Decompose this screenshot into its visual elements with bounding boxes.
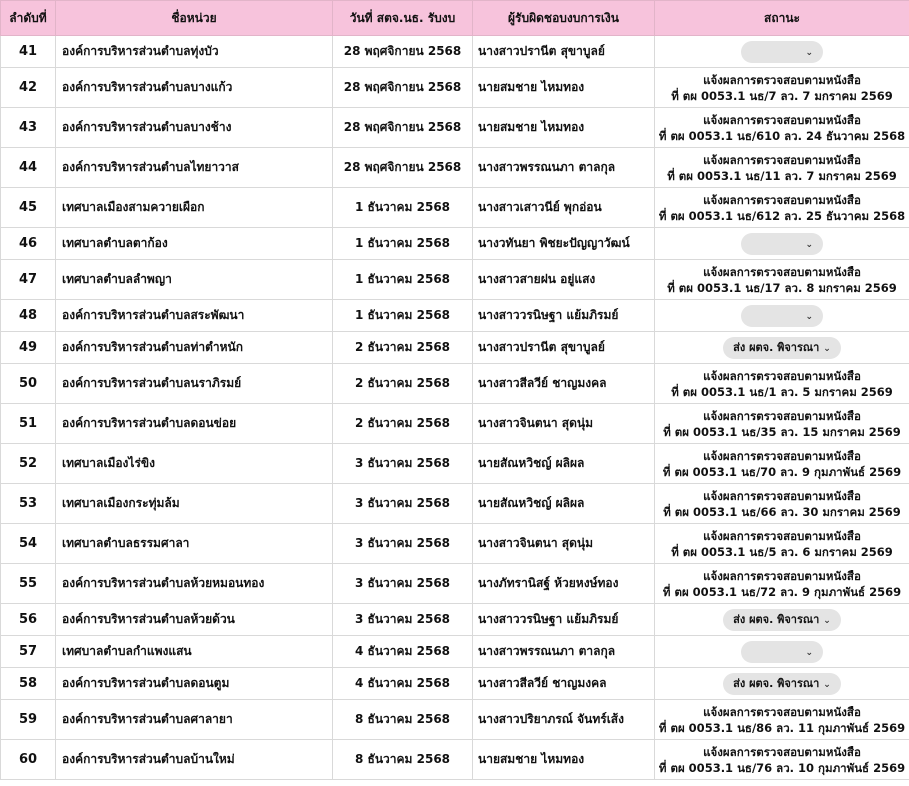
status-cell [655,524,909,564]
status-note-line2: ที่ ตผ 0053.1 นธ/86 ลว. 11 กุมภาพันธ์ 2569 [658,720,906,735]
status-note [655,568,909,600]
header-date[interactable]: วันที่ สตจ.นธ. รับงบ [333,1,473,36]
row-number: 50 [1,364,56,404]
row-number: 56 [1,604,56,636]
status-note-line2: ที่ ตผ 0053.1 นธ/7 ลว. 7 มกราคม 2569 [671,88,893,103]
row-number: 51 [1,404,56,444]
received-date: 3 ธันวาคม 2568 [333,484,473,524]
responsible-person: นางสาวพรรณนภา ตาลกุล [473,148,655,188]
chevron-down-icon: ⌄ [805,311,813,322]
unit-name: เทศบาลเมืองไร่ขิง [56,444,333,484]
status-note-line2: ที่ ตผ 0053.1 นธ/66 ลว. 30 มกราคม 2569 [663,504,901,519]
header-status[interactable]: สถานะ [655,1,909,36]
received-date: 3 ธันวาคม 2568 [333,524,473,564]
status-cell [655,148,909,188]
status-cell [655,700,909,740]
table-row[interactable] [1,300,909,332]
unit-name: เทศบาลเมืองสามควายเผือก [56,188,333,228]
table-row[interactable] [1,68,909,108]
status-cell [655,300,909,332]
status-dropdown[interactable] [723,337,841,359]
row-number: 49 [1,332,56,364]
chevron-down-icon: ⌄ [805,239,813,250]
unit-name: องค์การบริหารส่วนตำบลนราภิรมย์ [56,364,333,404]
status-note-line2: ที่ ตผ 0053.1 นธ/11 ลว. 7 มกราคม 2569 [667,168,897,183]
chevron-down-icon: ⌄ [823,343,831,354]
status-cell [655,188,909,228]
status-note-line2: ที่ ตผ 0053.1 นธ/70 ลว. 9 กุมภาพันธ์ 2569 [662,464,902,479]
chevron-down-icon: ⌄ [805,647,813,658]
row-number: 54 [1,524,56,564]
responsible-person: นางสาวสีลวีย์ ชาญมงคล [473,364,655,404]
status-cell [655,740,909,780]
status-cell [655,668,909,700]
row-number: 43 [1,108,56,148]
unit-name: องค์การบริหารส่วนตำบลบ้านใหม่ [56,740,333,780]
table-row[interactable] [1,36,909,68]
responsible-person: นายสัณหวิชญ์ ผลิผล [473,444,655,484]
row-number: 44 [1,148,56,188]
table-row[interactable] [1,260,909,300]
status-note-line1: แจ้งผลการตรวจสอบตามหนังสือ [703,704,861,719]
row-number: 42 [1,68,56,108]
received-date: 3 ธันวาคม 2568 [333,444,473,484]
status-note-line2: ที่ ตผ 0053.1 นธ/1 ลว. 5 มกราคม 2569 [671,384,893,399]
status-cell [655,260,909,300]
status-cell [655,564,909,604]
header-row [1,1,909,36]
unit-name: เทศบาลตำบลตาก้อง [56,228,333,260]
received-date: 1 ธันวาคม 2568 [333,188,473,228]
status-note-line1: แจ้งผลการตรวจสอบตามหนังสือ [703,488,861,503]
status-note [655,744,909,776]
status-note [655,448,909,480]
table-row[interactable] [1,332,909,364]
status-cell [655,604,909,636]
status-dropdown[interactable] [723,609,841,631]
responsible-person: นางภัทรานิสฐ์ ห้วยหงษ์ทอง [473,564,655,604]
unit-name: เทศบาลตำบลธรรมศาลา [56,524,333,564]
status-note-line2: ที่ ตผ 0053.1 นธ/5 ลว. 6 มกราคม 2569 [671,544,893,559]
unit-name: องค์การบริหารส่วนตำบลทุ่งบัว [56,36,333,68]
status-note [655,368,909,400]
status-cell [655,332,909,364]
status-dropdown[interactable] [741,641,823,663]
status-note-line1: แจ้งผลการตรวจสอบตามหนังสือ [703,152,861,167]
unit-name: องค์การบริหารส่วนตำบลดอนข่อย [56,404,333,444]
status-note-line2: ที่ ตผ 0053.1 นธ/17 ลว. 8 มกราคม 2569 [667,280,897,295]
status-note-line1: แจ้งผลการตรวจสอบตามหนังสือ [703,408,861,423]
row-number: 59 [1,700,56,740]
received-date: 28 พฤศจิกายน 2568 [333,36,473,68]
table-row[interactable] [1,740,909,780]
table-row[interactable] [1,524,909,564]
status-cell [655,108,909,148]
status-note-line1: แจ้งผลการตรวจสอบตามหนังสือ [703,72,861,87]
header-org[interactable]: ชื่อหน่วย [56,1,333,36]
table-row[interactable] [1,564,909,604]
received-date: 1 ธันวาคม 2568 [333,260,473,300]
status-note [655,408,909,440]
table-body [1,36,909,780]
table-row[interactable] [1,700,909,740]
status-note [655,264,909,296]
received-date: 1 ธันวาคม 2568 [333,228,473,260]
status-dropdown[interactable] [741,233,823,255]
responsible-person: นางสาววรนิษฐา แย้มภิรมย์ [473,300,655,332]
status-dropdown-value: ส่ง ผตจ. พิจารณา [733,340,820,354]
status-note [655,704,909,736]
responsible-person: นายสัณหวิชญ์ ผลิผล [473,484,655,524]
row-number: 46 [1,228,56,260]
status-dropdown-value: ส่ง ผตจ. พิจารณา [733,612,820,626]
status-cell [655,484,909,524]
responsible-person: นางสาววรนิษฐา แย้มภิรมย์ [473,604,655,636]
responsible-person: นางวทันยา พิชยะปัญญาวัฒน์ [473,228,655,260]
status-note [655,72,909,104]
received-date: 3 ธันวาคม 2568 [333,564,473,604]
unit-name: องค์การบริหารส่วนตำบลท่าตำหนัก [56,332,333,364]
unit-name: องค์การบริหารส่วนตำบลห้วยหมอนทอง [56,564,333,604]
row-number: 58 [1,668,56,700]
status-note-line2: ที่ ตผ 0053.1 นธ/612 ลว. 25 ธันวาคม 2568 [658,208,906,223]
status-note-line2: ที่ ตผ 0053.1 นธ/76 ลว. 10 กุมภาพันธ์ 2569 [658,760,906,775]
status-note [655,528,909,560]
unit-name: องค์การบริหารส่วนตำบลสระพัฒนา [56,300,333,332]
responsible-person: นางสาวปรานีต สุขาบูลย์ [473,36,655,68]
responsible-person: นางสาวเสาวนีย์ พุกอ่อน [473,188,655,228]
received-date: 28 พฤศจิกายน 2568 [333,68,473,108]
table-row[interactable] [1,188,909,228]
header-person[interactable]: ผู้รับผิดชอบงบการเงิน [473,1,655,36]
table-row[interactable] [1,636,909,668]
table-row[interactable] [1,148,909,188]
status-note-line1: แจ้งผลการตรวจสอบตามหนังสือ [703,264,861,279]
row-number: 47 [1,260,56,300]
chevron-down-icon: ⌄ [805,47,813,58]
unit-name: องค์การบริหารส่วนตำบลบางช้าง [56,108,333,148]
table-row[interactable] [1,404,909,444]
table-row[interactable] [1,604,909,636]
received-date: 28 พฤศจิกายน 2568 [333,108,473,148]
row-number: 55 [1,564,56,604]
received-date: 2 ธันวาคม 2568 [333,404,473,444]
status-note-line1: แจ้งผลการตรวจสอบตามหนังสือ [703,528,861,543]
unit-name: องค์การบริหารส่วนตำบลห้วยด้วน [56,604,333,636]
status-note [655,488,909,520]
status-cell [655,68,909,108]
row-number: 60 [1,740,56,780]
status-note-line1: แจ้งผลการตรวจสอบตามหนังสือ [703,448,861,463]
table-row[interactable] [1,364,909,404]
received-date: 2 ธันวาคม 2568 [333,364,473,404]
unit-name: เทศบาลตำบลลำพญา [56,260,333,300]
status-note [655,192,909,224]
responsible-person: นายสมชาย ไหมทอง [473,68,655,108]
table-row[interactable] [1,484,909,524]
status-note-line1: แจ้งผลการตรวจสอบตามหนังสือ [703,568,861,583]
status-note-line2: ที่ ตผ 0053.1 นธ/610 ลว. 24 ธันวาคม 2568 [658,128,906,143]
table-row[interactable] [1,228,909,260]
status-note-line1: แจ้งผลการตรวจสอบตามหนังสือ [703,368,861,383]
status-note-line2: ที่ ตผ 0053.1 นธ/72 ลว. 9 กุมภาพันธ์ 2569 [662,584,902,599]
received-date: 4 ธันวาคม 2568 [333,668,473,700]
responsible-person: นายสมชาย ไหมทอง [473,108,655,148]
status-cell [655,228,909,260]
unit-name: เทศบาลตำบลกำแพงแสน [56,636,333,668]
responsible-person: นางสาวจินตนา สุดนุ่ม [473,404,655,444]
received-date: 4 ธันวาคม 2568 [333,636,473,668]
unit-name: องค์การบริหารส่วนตำบลไทยาวาส [56,148,333,188]
row-number: 41 [1,36,56,68]
status-dropdown-value: ส่ง ผตจ. พิจารณา [733,676,820,690]
row-number: 52 [1,444,56,484]
responsible-person: นางสาวสายฝน อยู่แสง [473,260,655,300]
row-number: 45 [1,188,56,228]
status-cell [655,636,909,668]
status-note [655,112,909,144]
responsible-person: นางสาวปริยาภรณ์ จันทร์เส้ง [473,700,655,740]
status-cell [655,404,909,444]
status-cell [655,444,909,484]
status-dropdown[interactable] [741,305,823,327]
responsible-person: นางสาวพรรณนภา ตาลกุล [473,636,655,668]
responsible-person: นางสาวปรานีต สุขาบูลย์ [473,332,655,364]
status-note [655,152,909,184]
status-dropdown[interactable] [741,41,823,63]
received-date: 1 ธันวาคม 2568 [333,300,473,332]
unit-name: เทศบาลเมืองกระทุ่มล้ม [56,484,333,524]
unit-name: องค์การบริหารส่วนตำบลดอนตูม [56,668,333,700]
table-row[interactable] [1,108,909,148]
status-cell [655,364,909,404]
received-date: 3 ธันวาคม 2568 [333,604,473,636]
header-no[interactable]: ลำดับที่ [1,1,56,36]
table-row[interactable] [1,444,909,484]
status-dropdown[interactable] [723,673,841,695]
row-number: 53 [1,484,56,524]
table-row[interactable] [1,668,909,700]
status-note-line1: แจ้งผลการตรวจสอบตามหนังสือ [703,192,861,207]
status-cell [655,36,909,68]
responsible-person: นางสาวจินตนา สุดนุ่ม [473,524,655,564]
status-note-line1: แจ้งผลการตรวจสอบตามหนังสือ [703,744,861,759]
row-number: 48 [1,300,56,332]
chevron-down-icon: ⌄ [823,679,831,690]
chevron-down-icon: ⌄ [823,615,831,626]
received-date: 8 ธันวาคม 2568 [333,700,473,740]
received-date: 8 ธันวาคม 2568 [333,740,473,780]
received-date: 2 ธันวาคม 2568 [333,332,473,364]
status-note-line2: ที่ ตผ 0053.1 นธ/35 ลว. 15 มกราคม 2569 [663,424,901,439]
row-number: 57 [1,636,56,668]
responsible-person: นางสาวสีลวีย์ ชาญมงคล [473,668,655,700]
status-note-line1: แจ้งผลการตรวจสอบตามหนังสือ [703,112,861,127]
unit-name: องค์การบริหารส่วนตำบลศาลายา [56,700,333,740]
received-date: 28 พฤศจิกายน 2568 [333,148,473,188]
responsible-person: นายสมชาย ไหมทอง [473,740,655,780]
unit-name: องค์การบริหารส่วนตำบลบางแก้ว [56,68,333,108]
